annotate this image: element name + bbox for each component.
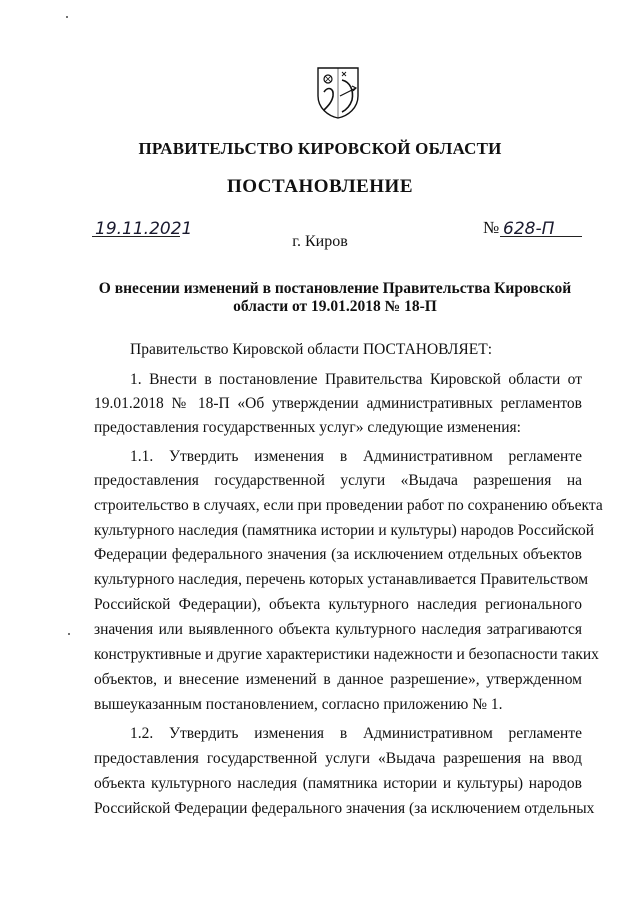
body-line: Российской Федерации федерального значения (за исключением отдельных — [94, 800, 595, 817]
body-line: 1. Внести в постановление Правительства Кировской области от — [130, 371, 582, 388]
body-line: значения или выявленного объекта культурного наследия затрагиваются — [94, 621, 582, 638]
body-line: культурного наследия, перечень которых устанавливается Правительством — [94, 571, 589, 588]
number-sign: № — [483, 218, 500, 237]
body-line: предоставления государственной услуги «Выдача разрешения на — [94, 472, 582, 489]
body-line: объектов, и внесение изменений в данное разрешение», утвержденном — [94, 671, 582, 688]
scan-speck — [68, 633, 70, 635]
title-line: области от 19.01.2018 № 18-П — [233, 298, 437, 315]
body-line: 19.01.2018 № 18-П «Об утверждении административных регламентов — [94, 395, 582, 412]
body-line: строительство в случаях, если при проведении работ по сохранению объекта — [94, 497, 603, 514]
city-name: г. Киров — [292, 233, 348, 250]
body-line: 1.1. Утвердить изменения в Административном регламенте — [130, 448, 582, 465]
scan-speck — [66, 16, 68, 18]
document-date: 19.11.2021 — [95, 219, 193, 239]
body-line: Федерации федерального значения (за исключением отдельных объектов — [94, 546, 582, 563]
government-name: ПРАВИТЕЛЬСТВО КИРОВСКОЙ ОБЛАСТИ — [138, 139, 502, 158]
title-line: О внесении изменений в постановление Правительства Кировской — [98, 280, 572, 297]
body-line: Правительство Кировской области ПОСТАНОВЛЯЕТ: — [130, 341, 493, 358]
document-number: 628-П — [503, 219, 555, 239]
document-title — [96, 280, 574, 316]
body-line: предоставления государственных услуг» следующие изменения: — [94, 419, 521, 436]
body-line: предоставления государственной услуги «Выдача разрешения на ввод — [94, 750, 582, 767]
body-line: Российской Федерации), объекта культурного наследия регионального — [94, 596, 582, 613]
document-type: ПОСТАНОВЛЕНИЕ — [226, 176, 414, 197]
body-line: конструктивные и другие характеристики надежности и безопасности таких — [94, 646, 599, 663]
coat-of-arms-icon — [316, 66, 360, 120]
body-line: 1.2. Утвердить изменения в Административном регламенте — [130, 725, 582, 742]
body-line: вышеуказанным постановлением, согласно приложению № 1. — [94, 696, 503, 713]
body-line: объекта культурного наследия (памятника истории и культуры) народов — [94, 775, 582, 792]
body-line: культурного наследия (памятника истории и культуры) народов Российской — [94, 522, 595, 539]
